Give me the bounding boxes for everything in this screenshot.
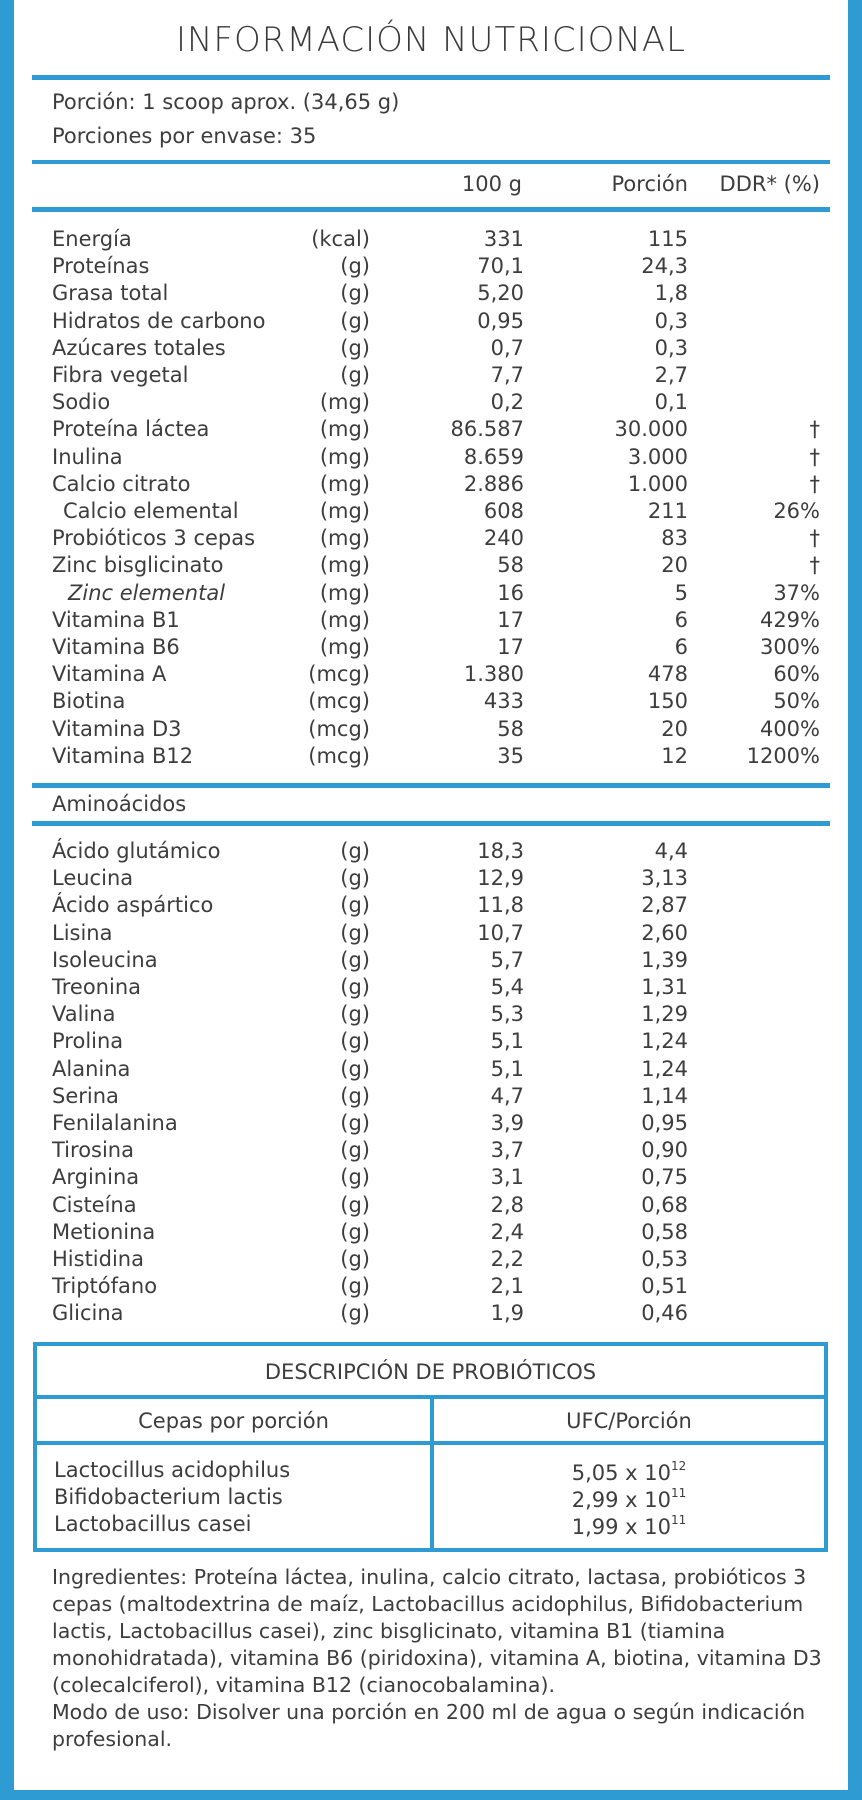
divider bbox=[32, 75, 830, 80]
row-value-100g: 3,7 bbox=[490, 1138, 524, 1163]
row-unit: (g) bbox=[340, 1247, 370, 1271]
row-value-100g: 17 bbox=[497, 607, 524, 632]
row-unit: (g) bbox=[340, 920, 370, 945]
row-name: Vitamina B1 bbox=[52, 607, 180, 632]
table-row bbox=[0, 336, 862, 363]
ufc-value: 2,99 x $10^{11}$ bbox=[571, 1486, 687, 1512]
row-value-100g: 0,95 bbox=[477, 308, 524, 333]
row-unit: (mg) bbox=[319, 417, 370, 442]
row-value-portion: 2,60 bbox=[641, 920, 688, 945]
row-name: Ácido aspártico bbox=[52, 893, 214, 918]
row-name: Calcio citrato bbox=[52, 471, 191, 496]
table-row bbox=[0, 227, 862, 254]
divider bbox=[32, 821, 830, 826]
page-title: INFORMACIÓN NUTRICIONAL bbox=[175, 20, 687, 60]
table-row bbox=[0, 281, 862, 308]
divider bbox=[32, 160, 830, 164]
row-value-portion: 2,7 bbox=[654, 363, 688, 387]
row-value-portion: 12 bbox=[661, 743, 688, 768]
row-value-portion: 1,24 bbox=[641, 1029, 688, 1054]
row-name: Sodio bbox=[52, 390, 111, 415]
row-name: Triptófano bbox=[52, 1274, 158, 1299]
row-unit: (mg) bbox=[319, 553, 370, 578]
row-value-ddr: † bbox=[809, 553, 820, 578]
usage-text: Modo de uso: Disolver una porción en 200 ml de agua o según indicación profesional. bbox=[52, 1700, 806, 1751]
table-row bbox=[0, 390, 862, 417]
table-row bbox=[0, 1274, 862, 1301]
row-unit: (g) bbox=[340, 281, 370, 306]
header-ddr: DDR* (%) bbox=[719, 172, 820, 196]
ufc-value: 1,99 x $10^{11}$ bbox=[571, 1513, 687, 1539]
row-unit: (g) bbox=[340, 1219, 370, 1244]
table-row bbox=[0, 608, 862, 635]
row-value-100g: 3,1 bbox=[490, 1165, 524, 1190]
row-name: Histidina bbox=[52, 1247, 144, 1271]
row-name: Vitamina A bbox=[52, 662, 167, 687]
row-name: Serina bbox=[52, 1083, 119, 1108]
row-unit: (g) bbox=[340, 839, 370, 863]
row-unit: (g) bbox=[340, 1029, 370, 1054]
row-name: Grasa total bbox=[52, 281, 169, 306]
row-value-ddr: 300% bbox=[759, 635, 820, 659]
table-row bbox=[0, 1002, 862, 1029]
row-name: Arginina bbox=[52, 1165, 140, 1190]
row-name: Zinc bisglicinato bbox=[52, 553, 224, 578]
header-per100: 100 g bbox=[461, 172, 522, 196]
row-name: Cisteína bbox=[52, 1192, 137, 1217]
row-value-portion: 2,87 bbox=[641, 893, 688, 918]
row-name: Probióticos 3 cepas bbox=[52, 526, 256, 551]
row-value-100g: 58 bbox=[497, 553, 524, 578]
row-value-portion: 0,68 bbox=[641, 1192, 688, 1217]
table-row bbox=[0, 363, 862, 390]
table-row bbox=[0, 744, 862, 771]
row-unit: (g) bbox=[340, 335, 370, 360]
servings-per-container: Porciones por envase: 35 bbox=[52, 124, 317, 148]
row-value-portion: 1,14 bbox=[641, 1083, 688, 1108]
table-row bbox=[0, 662, 862, 689]
table-row bbox=[0, 1111, 862, 1138]
row-unit: (g) bbox=[340, 1165, 370, 1190]
row-value-portion: 478 bbox=[647, 662, 688, 687]
row-name: Hidratos de carbono bbox=[52, 308, 266, 333]
row-unit: (g) bbox=[340, 947, 370, 972]
row-value-ddr: 50% bbox=[773, 689, 820, 714]
row-value-portion: 83 bbox=[661, 526, 688, 551]
strain-name: Lactobacillus casei bbox=[54, 1512, 252, 1536]
row-unit: (kcal) bbox=[311, 227, 370, 251]
row-value-portion: 211 bbox=[647, 499, 688, 523]
row-name: Proteínas bbox=[52, 254, 150, 279]
row-name: Fenilalanina bbox=[52, 1111, 178, 1135]
row-unit: (mg) bbox=[319, 607, 370, 632]
ingredients-text: Ingredientes: Proteína láctea, inulina, calcio citrato, lactasa, probióticos 3 cepas (maltodextrina de maíz, Lactobacillus acidophilus, Bifidobacterium lactis, Lactobacillus casei), zinc bisglicinato, vitamina B1 (tiamina monohidratada), vitamina B6 (piridoxina), vitamina A, biotina, vitamina D3 (colecalciferol), vitamina B12 (cianocobalamina). bbox=[52, 1565, 822, 1697]
table-row bbox=[0, 1165, 862, 1192]
row-name: Lisina bbox=[52, 920, 113, 945]
row-value-portion: 24,3 bbox=[641, 254, 688, 279]
table-row bbox=[0, 526, 862, 553]
row-value-100g: 8.659 bbox=[463, 444, 524, 469]
row-value-ddr: † bbox=[809, 471, 820, 496]
row-unit: (g) bbox=[340, 1056, 370, 1081]
table-row bbox=[0, 839, 862, 866]
row-value-portion: 1,39 bbox=[641, 947, 688, 972]
row-value-portion: 3.000 bbox=[627, 444, 688, 469]
table-row bbox=[0, 1193, 862, 1220]
row-unit: (g) bbox=[340, 1192, 370, 1217]
row-value-ddr: † bbox=[809, 526, 820, 551]
row-value-100g: 5,7 bbox=[490, 947, 524, 972]
row-value-portion: 1,29 bbox=[641, 1002, 688, 1027]
row-value-portion: 0,46 bbox=[641, 1301, 688, 1326]
strain-name: Lactocillus acidophilus bbox=[54, 1458, 291, 1482]
row-value-ddr: 1200% bbox=[746, 743, 820, 768]
row-value-portion: 0,95 bbox=[641, 1111, 688, 1135]
row-name: Vitamina B6 bbox=[52, 635, 180, 659]
row-value-portion: 6 bbox=[674, 607, 688, 632]
row-name: Inulina bbox=[52, 444, 123, 469]
row-value-100g: 608 bbox=[483, 499, 524, 523]
table-row bbox=[0, 948, 862, 975]
row-value-portion: 1,31 bbox=[641, 975, 688, 999]
row-value-portion: 0,3 bbox=[654, 335, 688, 360]
row-name: Metionina bbox=[52, 1219, 156, 1244]
row-name: Proteína láctea bbox=[52, 417, 210, 442]
row-value-portion: 4,4 bbox=[654, 839, 688, 863]
row-value-100g: 70,1 bbox=[477, 254, 524, 279]
row-value-portion: 0,75 bbox=[641, 1165, 688, 1190]
table-row bbox=[0, 254, 862, 281]
probiotics-title: DESCRIPCIÓN DE PROBIÓTICOS bbox=[264, 1360, 597, 1384]
row-unit: (g) bbox=[340, 975, 370, 999]
row-name: Biotina bbox=[52, 689, 126, 714]
row-value-portion: 0,58 bbox=[641, 1219, 688, 1244]
table-row bbox=[0, 309, 862, 336]
row-name: Vitamina B12 bbox=[52, 743, 194, 768]
row-value-100g: 2,1 bbox=[490, 1274, 524, 1299]
serving-size: Porción: 1 scoop aprox. (34,65 g) bbox=[52, 90, 400, 114]
row-value-100g: 2.886 bbox=[463, 471, 524, 496]
row-unit: (mcg) bbox=[308, 689, 370, 714]
row-name: Treonina bbox=[52, 975, 142, 999]
row-unit: (mg) bbox=[319, 444, 370, 469]
row-value-100g: 2,8 bbox=[490, 1192, 524, 1217]
row-value-portion: 5 bbox=[674, 580, 688, 605]
row-value-100g: 16 bbox=[497, 580, 524, 605]
row-value-100g: 18,3 bbox=[477, 839, 524, 863]
row-value-100g: 0,7 bbox=[490, 335, 524, 360]
row-unit: (mg) bbox=[319, 526, 370, 551]
row-value-100g: 12,9 bbox=[477, 866, 524, 891]
table-row bbox=[0, 1057, 862, 1084]
row-unit: (mcg) bbox=[308, 743, 370, 768]
row-unit: (g) bbox=[340, 866, 370, 891]
table-row bbox=[0, 472, 862, 499]
row-name: Fibra vegetal bbox=[52, 363, 189, 387]
row-value-100g: 5,3 bbox=[490, 1002, 524, 1027]
col-ufc-header: UFC/Porción bbox=[566, 1409, 692, 1433]
row-name: Azúcares totales bbox=[52, 335, 226, 360]
ingredients-block bbox=[52, 1564, 832, 1753]
divider bbox=[32, 207, 830, 212]
row-name: Tirosina bbox=[52, 1138, 134, 1163]
row-value-100g: 7,7 bbox=[490, 363, 524, 387]
ufc-value: 5,05 x $10^{12}$ bbox=[571, 1459, 687, 1485]
row-value-100g: 58 bbox=[497, 716, 524, 741]
table-row bbox=[0, 893, 862, 920]
row-value-100g: 2,2 bbox=[490, 1247, 524, 1271]
table-row bbox=[0, 635, 862, 662]
row-name: Energía bbox=[52, 227, 132, 251]
row-value-portion: 20 bbox=[661, 553, 688, 578]
row-unit: (g) bbox=[340, 254, 370, 279]
row-name: Leucina bbox=[52, 866, 134, 891]
row-value-100g: 1.380 bbox=[463, 662, 524, 687]
row-value-ddr: 26% bbox=[773, 499, 820, 523]
table-row bbox=[0, 717, 862, 744]
row-name: Prolina bbox=[52, 1029, 124, 1054]
table-row bbox=[0, 921, 862, 948]
row-unit: (g) bbox=[340, 308, 370, 333]
row-value-100g: 10,7 bbox=[477, 920, 524, 945]
row-value-100g: 86.587 bbox=[450, 417, 524, 442]
row-unit: (g) bbox=[340, 1002, 370, 1027]
row-value-100g: 240 bbox=[483, 526, 524, 551]
table-row bbox=[0, 1029, 862, 1056]
table-row bbox=[0, 1138, 862, 1165]
row-unit: (g) bbox=[340, 1301, 370, 1326]
row-unit: (g) bbox=[340, 1111, 370, 1135]
row-value-100g: 1,9 bbox=[490, 1301, 524, 1326]
row-unit: (mg) bbox=[319, 580, 370, 605]
row-value-portion: 0,53 bbox=[641, 1247, 688, 1271]
probiotics-table bbox=[33, 1342, 828, 1552]
row-value-100g: 5,4 bbox=[490, 975, 524, 999]
row-unit: (g) bbox=[340, 363, 370, 387]
row-name: Alanina bbox=[52, 1056, 131, 1081]
row-value-portion: 30.000 bbox=[614, 417, 688, 442]
row-value-ddr: † bbox=[809, 444, 820, 469]
table-row bbox=[0, 499, 862, 526]
row-value-portion: 1.000 bbox=[627, 471, 688, 496]
row-unit: (mcg) bbox=[308, 716, 370, 741]
row-unit: (g) bbox=[340, 1138, 370, 1163]
row-unit: (mcg) bbox=[308, 662, 370, 687]
row-value-100g: 0,2 bbox=[490, 390, 524, 415]
row-unit: (g) bbox=[340, 1274, 370, 1299]
row-value-portion: 1,8 bbox=[654, 281, 688, 306]
row-unit: (g) bbox=[340, 893, 370, 918]
row-value-100g: 5,1 bbox=[490, 1056, 524, 1081]
row-name: Glicina bbox=[52, 1301, 124, 1326]
row-value-portion: 6 bbox=[674, 635, 688, 659]
row-value-portion: 20 bbox=[661, 716, 688, 741]
row-name: Isoleucina bbox=[52, 947, 158, 972]
row-name: Zinc elemental bbox=[68, 580, 226, 605]
table-row bbox=[0, 975, 862, 1002]
row-value-portion: 0,3 bbox=[654, 308, 688, 333]
divider bbox=[32, 783, 830, 788]
row-value-100g: 5,1 bbox=[490, 1029, 524, 1054]
row-value-100g: 3,9 bbox=[490, 1111, 524, 1135]
row-value-portion: 0,51 bbox=[641, 1274, 688, 1299]
row-value-portion: 0,1 bbox=[654, 390, 688, 415]
row-value-100g: 433 bbox=[483, 689, 524, 714]
row-unit: (g) bbox=[340, 1083, 370, 1108]
row-value-100g: 331 bbox=[483, 227, 524, 251]
row-unit: (mg) bbox=[319, 471, 370, 496]
table-row bbox=[0, 1301, 862, 1328]
row-value-portion: 1,24 bbox=[641, 1056, 688, 1081]
header-portion: Porción bbox=[611, 172, 688, 196]
row-value-portion: 0,90 bbox=[641, 1138, 688, 1163]
table-row bbox=[0, 1084, 862, 1111]
strain-name: Bifidobacterium lactis bbox=[54, 1485, 283, 1509]
row-value-portion: 115 bbox=[647, 227, 688, 251]
row-name: Calcio elemental bbox=[63, 499, 239, 523]
row-value-100g: 2,4 bbox=[490, 1219, 524, 1244]
amino-section-title: Aminoácidos bbox=[52, 792, 187, 816]
row-value-ddr: 429% bbox=[759, 607, 820, 632]
row-value-100g: 5,20 bbox=[477, 281, 524, 306]
row-value-ddr: † bbox=[809, 417, 820, 442]
row-value-100g: 4,7 bbox=[490, 1083, 524, 1108]
row-value-100g: 17 bbox=[497, 635, 524, 659]
row-value-portion: 3,13 bbox=[641, 866, 688, 891]
row-name: Ácido glutámico bbox=[52, 839, 221, 863]
row-unit: (mg) bbox=[319, 390, 370, 415]
row-value-100g: 35 bbox=[497, 743, 524, 768]
table-row bbox=[0, 689, 862, 716]
row-value-ddr: 37% bbox=[773, 580, 820, 605]
table-row bbox=[0, 1247, 862, 1274]
table-row bbox=[0, 1220, 862, 1247]
row-unit: (mg) bbox=[319, 635, 370, 659]
table-row bbox=[0, 866, 862, 893]
table-row bbox=[0, 417, 862, 444]
table-row bbox=[0, 445, 862, 472]
table-row bbox=[0, 553, 862, 580]
row-value-ddr: 60% bbox=[773, 662, 820, 687]
table-row bbox=[0, 581, 862, 608]
row-value-ddr: 400% bbox=[759, 716, 820, 741]
row-value-portion: 150 bbox=[647, 689, 688, 714]
row-name: Valina bbox=[52, 1002, 116, 1027]
row-value-100g: 11,8 bbox=[477, 893, 524, 918]
row-name: Vitamina D3 bbox=[52, 716, 182, 741]
col-strains-header: Cepas por porción bbox=[138, 1409, 329, 1433]
row-unit: (mg) bbox=[319, 499, 370, 523]
